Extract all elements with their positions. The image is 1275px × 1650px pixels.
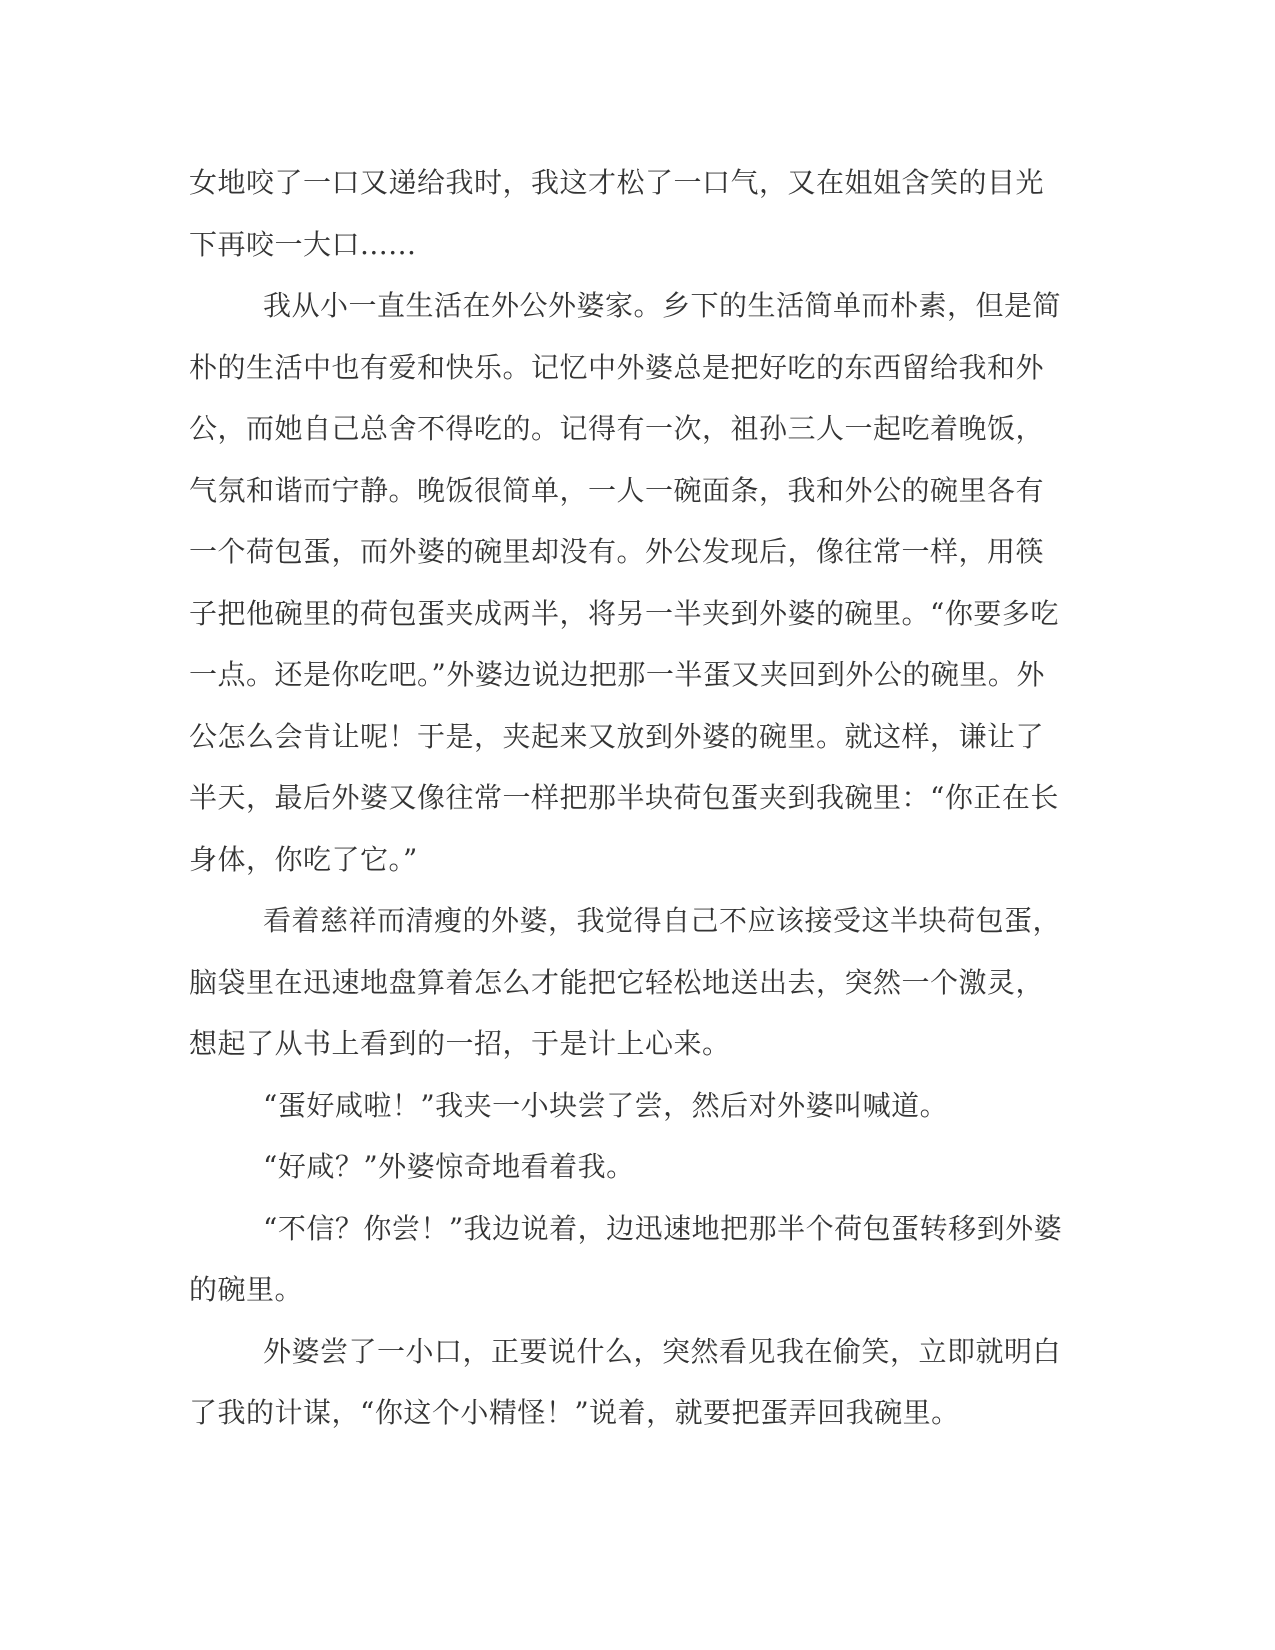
text-line: 脑袋里在迅速地盘算着怎么才能把它轻松地送出去，突然一个激灵， <box>189 965 1045 999</box>
body-text <box>189 152 1089 1444</box>
text-line: 气氛和谐而宁静。晚饭很简单，一人一碗面条，我和外公的碗里各有 <box>189 473 1045 507</box>
text-line: 下再咬一大口...... <box>189 227 417 261</box>
text-line: 半天，最后外婆又像往常一样把那半块荷包蛋夹到我碗里：“你正在长 <box>189 781 1059 814</box>
text-line: 身体，你吃了它。” <box>189 842 418 876</box>
text-line: 公，而她自己总舍不得吃的。记得有一次，祖孙三人一起吃着晚饭， <box>189 412 1045 445</box>
paragraph-start-line: “蛋好咸啦！”我夹一小块尝了尝，然后对外婆叫喊道。 <box>263 1088 949 1122</box>
text-line: 女地咬了一口又递给我时，我这才松了一口气，又在姐姐含笑的目光 <box>189 166 1045 199</box>
paragraph-start-line: “好咸？”外婆惊奇地看着我。 <box>263 1150 635 1183</box>
text-line: 一点。还是你吃吧。”外婆边说边把那一半蛋又夹回到外公的碗里。外 <box>189 658 1045 691</box>
paragraph-start-line: 外婆尝了一小口，正要说什么，突然看见我在偷笑，立即就明白 <box>263 1334 1062 1368</box>
text-line: 想起了从书上看到的一招，于是计上心来。 <box>189 1027 731 1060</box>
text-line: 一个荷包蛋，而外婆的碗里却没有。外公发现后，像往常一样，用筷 <box>189 535 1045 568</box>
text-line: 子把他碗里的荷包蛋夹成两半，将另一半夹到外婆的碗里。“你要多吃 <box>189 596 1059 630</box>
text-line: 了我的计谋，“你这个小精怪！”说着，就要把蛋弄回我碗里。 <box>189 1396 960 1429</box>
text-line: 的碗里。 <box>189 1273 304 1306</box>
paragraph-start-line: 我从小一直生活在外公外婆家。乡下的生活简单而朴素，但是简 <box>263 289 1062 322</box>
text-line: 公怎么会肯让呢！于是，夹起来又放到外婆的碗里。就这样，谦让了 <box>189 719 1045 753</box>
paragraph-start-line: “不信？你尝！”我边说着，边迅速地把那半个荷包蛋转移到外婆 <box>263 1211 1063 1245</box>
text-line: 朴的生活中也有爱和快乐。记忆中外婆总是把好吃的东西留给我和外 <box>189 350 1045 384</box>
paragraph-start-line: 看着慈祥而清瘦的外婆，我觉得自己不应该接受这半块荷包蛋， <box>263 904 1062 937</box>
